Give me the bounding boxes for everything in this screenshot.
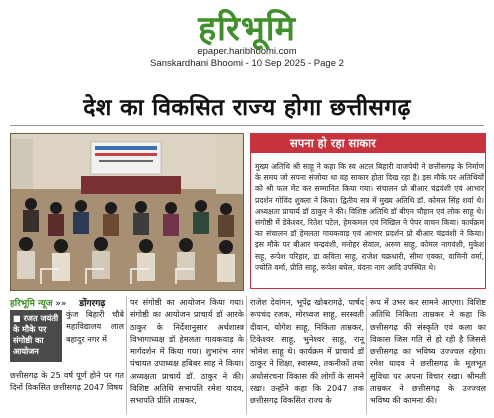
subhead-line: के मौके पर [13,324,47,334]
article-column-2: पर संगोष्ठी का आयोजन किया गया। संगोष्ठी का आयोजन प्राचार्य डॉ आरके ठाकुर के निर्देशानुसार अर्थशास्त्र विभागाध्यक्ष डॉ हेमलता गायकवाड़ के मार्गदर्शन में किया गया। शुभारंभ नगर पंचायत उपाध्यक्ष हबिबर साह ने किया। अध्यक्षता प्राचार्य डॉ. ठाकुर ने की। विशिष्ट अतिथि सभापति रमेश यादव, सभापति प्रीति ताम्रकर, [130,297,244,406]
column-divider [126,296,127,414]
article-column-3: राजेश देवांगन, भूपेंद्र खोबरागढ़े, पार्षद रूपचंद रजक, मोरध्वज साहू, सरस्वती दीवान, योगेश साहू, निकिता ताम्रकर, टिकेश्वर साहू, भुनेश्वर साहू, रानू भोमेश साहू थे। कार्यक्रम में प्राचार्य डॉ ठाकुर ने शिक्षा, स्वास्थ्य, तकनीकों तथा अधोसंरचना विकास की लोगों के सामने रखा। उन्होंने कहा कि 2047 तक छत्तीसगढ़ विकसित राज्य के [250,297,364,406]
headline-divider [10,125,484,126]
byline-separator: »» [55,299,67,309]
byline-place: डोंगरगढ़ [79,299,106,309]
article-column-4: रूप में उभर कर सामने आएगा। विशिष्ट अतिथि निकिता ताम्रकर ने कहा कि छत्तीसगढ़ की संस्कृति एवं कला का विकास जिस गति से हो रही है जिससे छत्तीसगढ़ का भविष्य उज्ज्वल रहेगा। रमेश यादव ने छत्तीसगढ़ के मूलभूत सुविधा पर अपना विचार रखा। श्रीमती ताम्रकर ने छत्तीसगढ़ के उज्ज्वल भविष्य की कामना की। [370,297,486,406]
edition-line: Sanskardhani Bhoomi - 10 Sep 2025 - Page 2 [150,58,344,69]
byline-brand: हरिभूमि न्यूज [10,299,53,309]
subhead-line: आयोजन [13,346,39,356]
sidebar-body-text: मुख्य अतिथि श्री साहू ने कहा कि स्व अटल बिहारी वाजपेयी ने छत्तीसगढ़ के निर्माण के समय जो सपना संजोया था वह साकार होता दिख रहा है। इस मौके पर अतिथियों को श्री फल मेंट कर सम्मानित किया गया। संचालन प्रो बीआर चंद्रवंशी एवं आभार प्रदर्शन गोविंद शुक्ला ने किया। द्वितीय सत्र में मुख्य अतिथि डॉ. कोमल सिंह शर्वा थे। अध्यक्षता प्राचार्य डॉ ठाकुर ने की। विशिष्ट अतिथि डॉ बीएन चौहान एवं लोक साहू थे। संगोष्ठी में डेकेश्वर, रितेश पटेल, हेमकमल एवं निखिल ने पेपर वाचन किया। कार्यक्रम का संचालन डॉ हेमलता गायकवाड़ एवं आभार प्रदर्शन प्रो बीआर चंद्रवंशी ने किया। इस मौके पर बीआर चन्द्रवंशी, मनोहर सेवाल, अरुण साहू, कोमल नागवंशी, मुकेश सहू, रूपेश परिहार, डा कविता साहू, राजेश चक्रधारी, सीमा एक्का, वामिनी वर्मा, ज्योति वर्मा, प्रीति साहू, रूपेश बघेल, वंदना नाग आदि उपस्थित थे। [255,162,484,272]
article-column-1-top: कुंज बिहारी चौबे महाविद्यालय लाल बहादुर नगर में [66,309,124,344]
event-photo [10,133,244,291]
subhead-line: ■ रजत जयंती [13,313,59,323]
column-divider [366,296,367,414]
subhead-line: संगोष्ठी का [13,335,44,345]
sidebar-banner: सपना हो रहा साकार [250,133,486,153]
article-headline: देश का विकसित राज्य होगा छत्तीसगढ़ [83,95,411,121]
article-column-1-bottom: छत्तीसगढ़ के 25 वर्ष पूर्ण होने पर गत दिनों विकसित छत्तीसगढ़ 2047 विषय [10,370,124,393]
column-divider [246,296,247,414]
article-subhead-box [10,310,62,362]
epaper-url[interactable]: epaper.haribhoomi.com [197,46,297,57]
newspaper-logo: हरिभूमि [198,9,296,49]
masthead [0,0,494,76]
event-photo-image [11,134,244,291]
